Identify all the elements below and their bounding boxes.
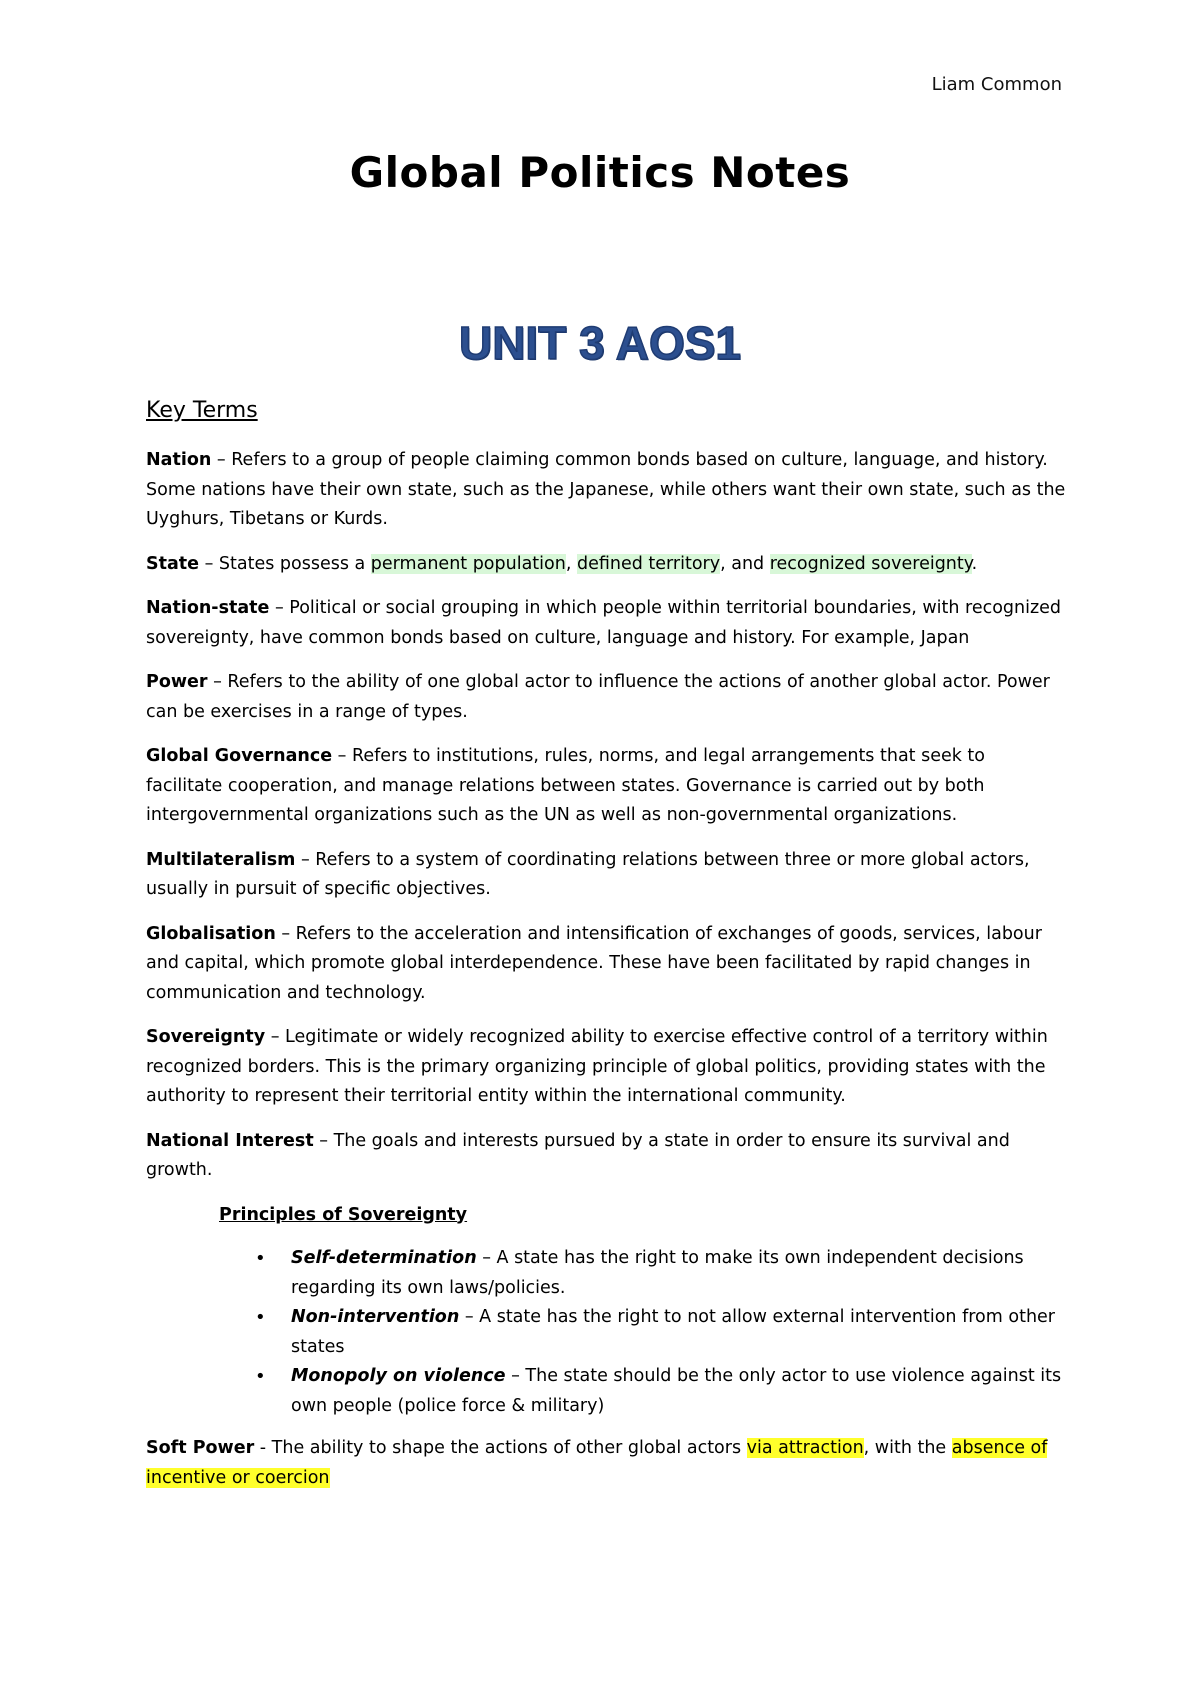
term-label: Globalisation <box>146 923 276 944</box>
term-sovereignty <box>146 1023 1066 1112</box>
list-item <box>255 1244 1066 1303</box>
list-item <box>255 1303 1066 1362</box>
highlight-absence-of-incentive: absence of incentive or coercion <box>146 1438 1048 1488</box>
bullet-icon: • <box>255 1307 266 1328</box>
highlight-defined-territory: defined territory <box>576 553 721 574</box>
separator-text: , <box>565 553 577 574</box>
term-definition: - The ability to shape the actions of other global actors <box>254 1438 747 1458</box>
term-multilateralism <box>146 846 1066 905</box>
sentence-end: . <box>971 553 978 574</box>
principle-definition: – A state has the right to make its own independent decisions regarding its own laws/policies. <box>291 1248 1024 1298</box>
author-name: Liam Common <box>931 74 1062 95</box>
term-definition: – Refers to institutions, rules, norms, and legal arrangements that seek to facilitate cooperation, and manage relations between states. Governance is carried out by both intergovernmental organizations such as the UN as well as non-governmental organizations. <box>146 746 986 825</box>
highlight-recognized-sovereignty: recognized sovereignty <box>769 553 972 574</box>
key-terms-heading: Key Terms <box>146 398 258 423</box>
principle-term: Non-intervention <box>291 1307 460 1327</box>
principle-definition: – A state has the right to not allow external intervention from other states <box>291 1307 1055 1357</box>
list-item <box>255 1362 1066 1421</box>
term-label: Nation <box>146 450 212 470</box>
term-definition: – States possess a <box>199 553 371 574</box>
term-definition: – Refers to a system of coordinating relations between three or more global actors, usually in pursuit of specific objectives. <box>146 849 1030 899</box>
highlight-via-attraction: via attraction <box>746 1438 864 1458</box>
term-state <box>146 550 1066 580</box>
principle-definition: – The state should be the only actor to use violence against its own people (police force & military) <box>291 1366 1062 1416</box>
term-globalisation <box>146 920 1066 1009</box>
highlight-permanent-population: permanent population <box>370 553 566 574</box>
term-label: Sovereignty <box>146 1027 266 1047</box>
term-nation <box>146 446 1066 535</box>
principles-heading: Principles of Sovereignty <box>219 1204 468 1225</box>
term-label: National Interest <box>146 1130 314 1151</box>
term-definition: – Refers to the ability of one global actor to influence the actions of another global actor. Power can be exercises in a range of types. <box>146 672 1050 722</box>
term-label: Multilateralism <box>146 849 296 870</box>
key-terms-list <box>146 446 1066 1508</box>
term-definition: – Refers to a group of people claiming common bonds based on culture, language, and history. Some nations have their own state, such as the Japanese, while others want their own state, such as the Uyghurs, Tibetans or Kurds. <box>146 450 1066 529</box>
term-label: Soft Power <box>146 1438 255 1458</box>
term-definition-cont: , with the <box>863 1438 952 1458</box>
term-global-governance <box>146 742 1066 831</box>
term-soft-power <box>146 1434 1066 1493</box>
document-title: Global Politics Notes <box>349 148 851 197</box>
term-definition: – Legitimate or widely recognized ability to exercise effective control of a territory within recognized borders. This is the primary organizing principle of global politics, providing states with the authority to represent their territorial entity within the international community. <box>146 1027 1048 1106</box>
term-power <box>146 668 1066 727</box>
term-label: Global Governance <box>146 746 333 766</box>
separator-text: , and <box>720 553 770 574</box>
term-national-interest <box>146 1127 1066 1186</box>
principle-term: Self-determination <box>291 1248 477 1268</box>
term-definition: – Refers to the acceleration and intensification of exchanges of goods, services, labour and capital, which promote global interdependence. These have been facilitated by rapid changes in communication and technology. <box>146 923 1042 1003</box>
bullet-icon: • <box>255 1366 266 1387</box>
principles-list <box>146 1244 1066 1421</box>
principle-term: Monopoly on violence <box>291 1366 506 1386</box>
bullet-icon: • <box>255 1248 266 1269</box>
term-definition: – Political or social grouping in which people within territorial boundaries, with recognized sovereignty, have common bonds based on culture, language and history. For example, Japan <box>146 598 1062 648</box>
unit-heading: UNIT 3 AOS1 <box>458 317 742 369</box>
term-definition: – The goals and interests pursued by a state in order to ensure its survival and growth. <box>146 1130 1010 1180</box>
term-nation-state <box>146 594 1066 653</box>
term-label: Power <box>146 672 208 692</box>
term-label: State <box>146 553 200 574</box>
term-label: Nation-state <box>146 598 270 618</box>
